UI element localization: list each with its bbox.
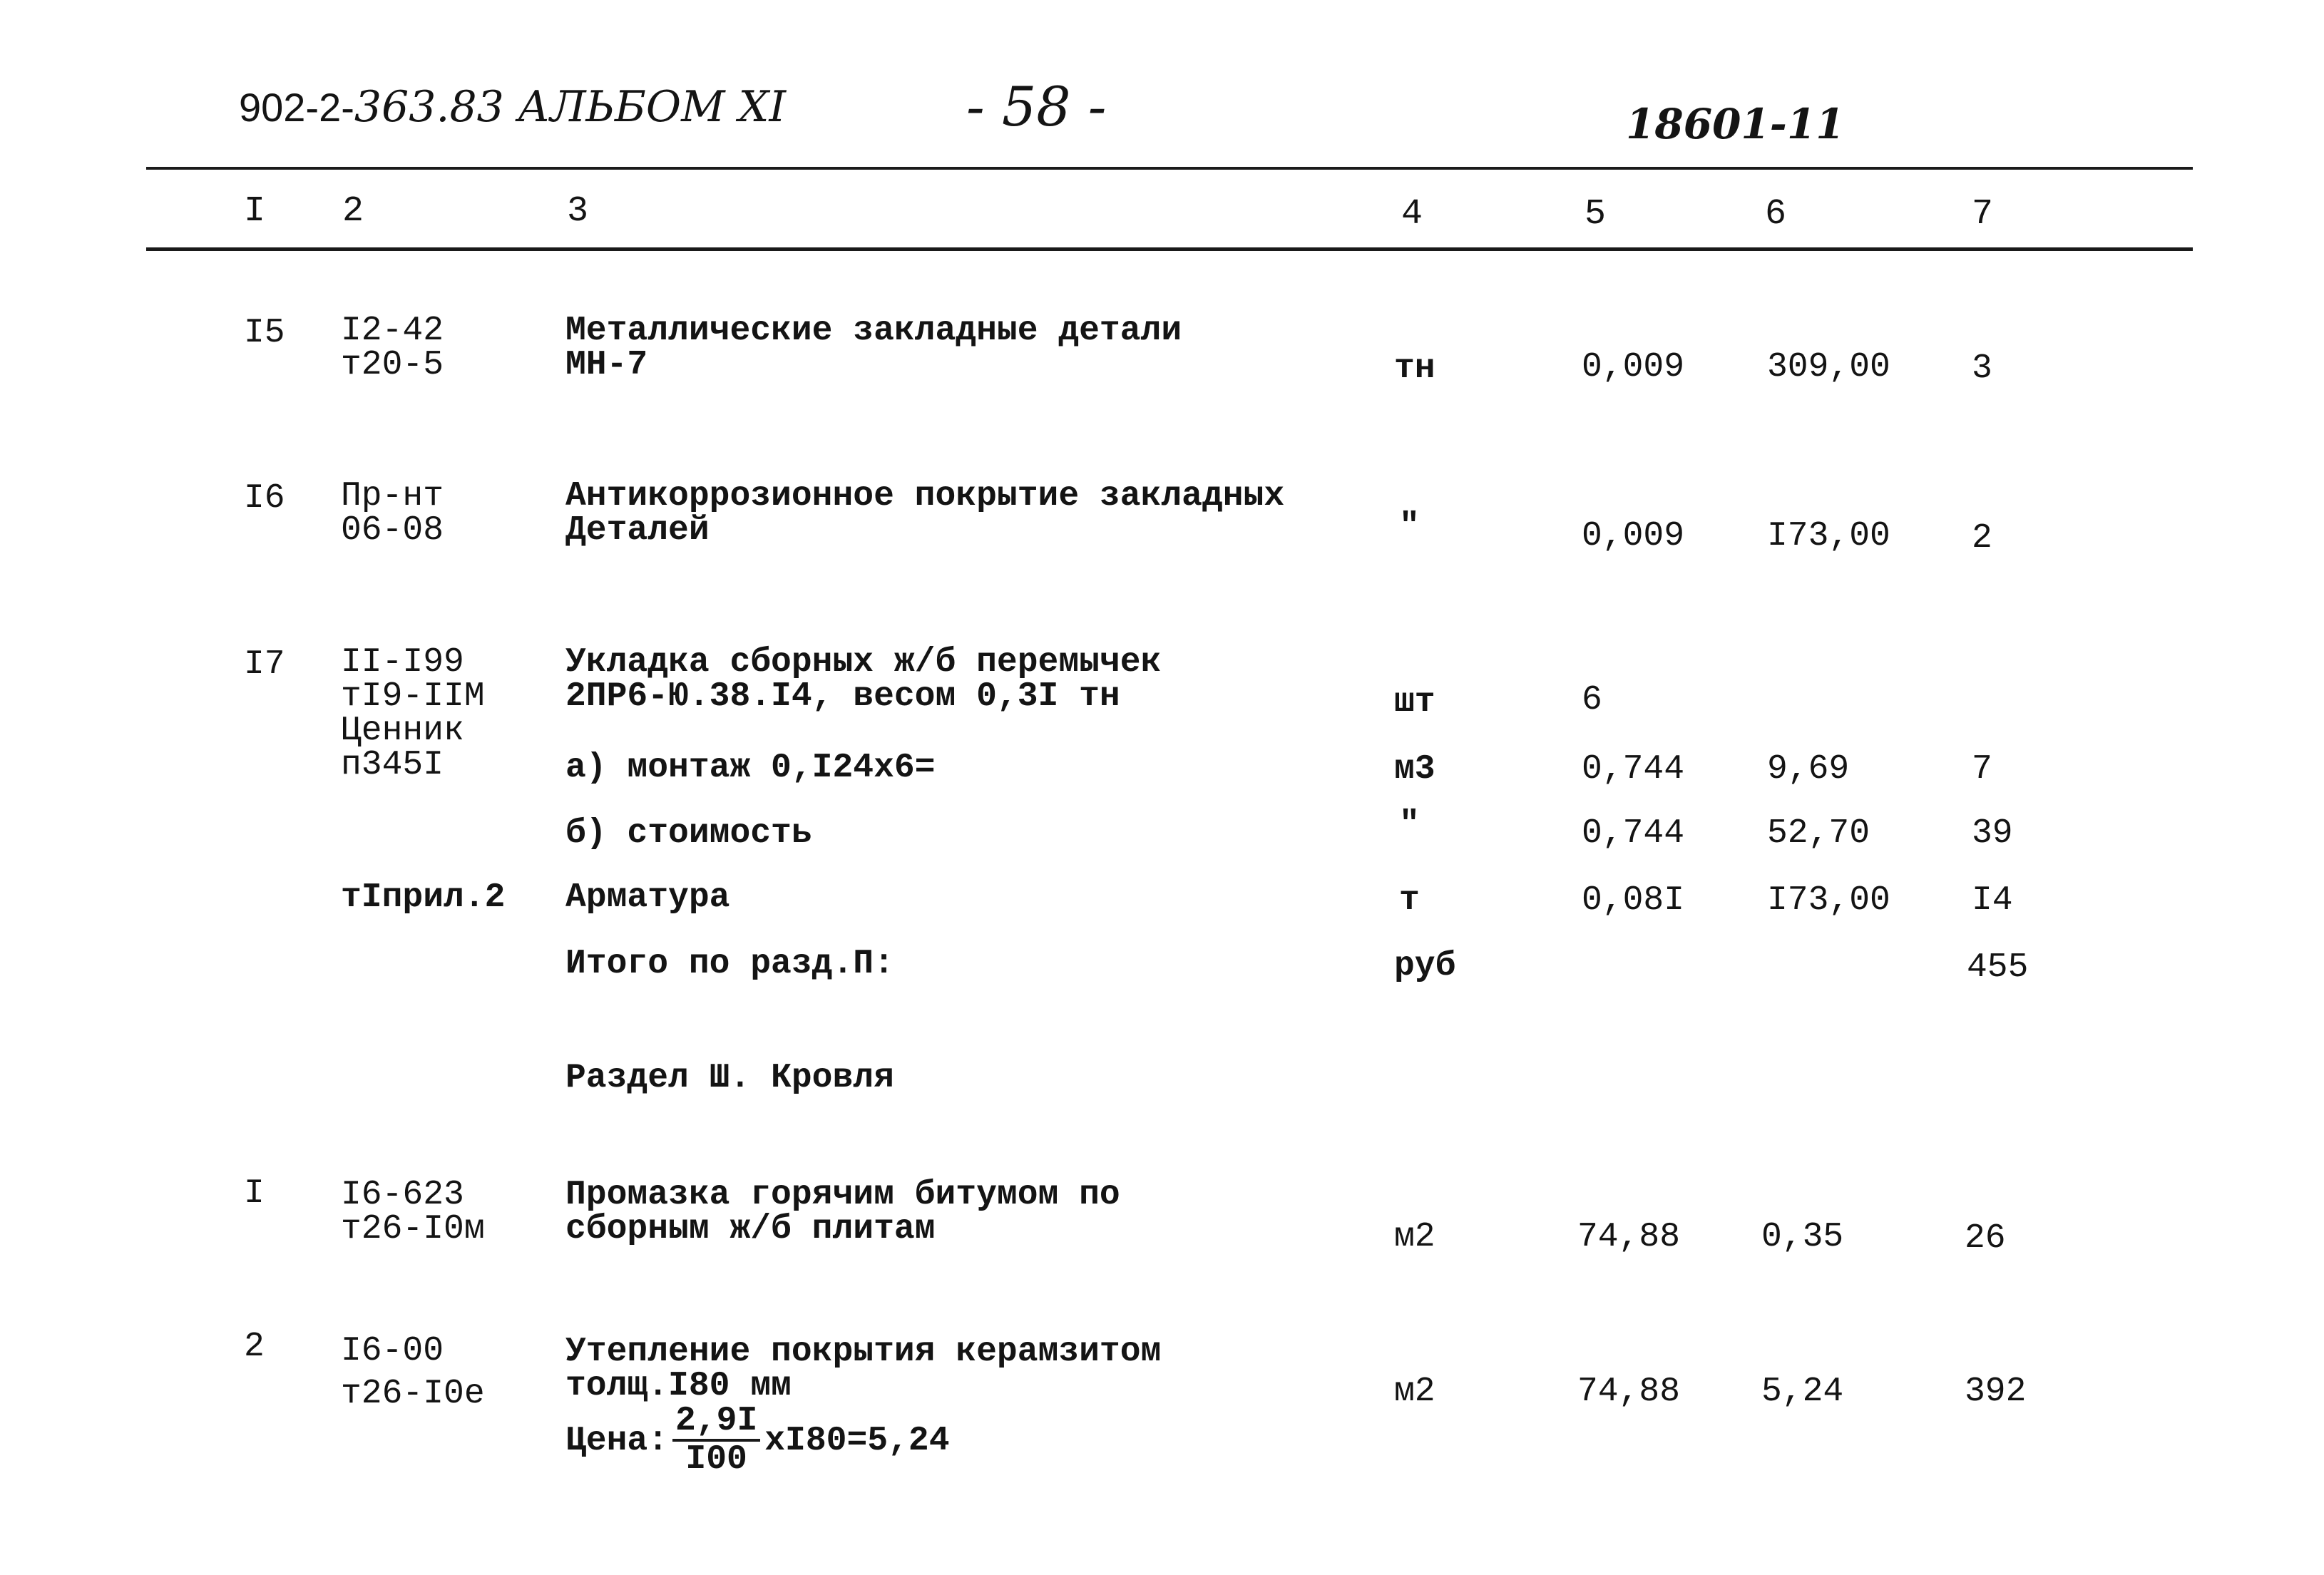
row-17c-total: I4: [1972, 881, 2013, 920]
section-row-1-code-line1: I6-623: [341, 1176, 464, 1214]
row-17a-description: а) монтаж 0,I24х6=: [565, 749, 936, 787]
row-17a-price: 9,69: [1767, 750, 1850, 789]
row-16-description: [565, 479, 1284, 548]
row-17c-description: Арматура: [565, 878, 730, 917]
row-15-quantity: 0,009: [1582, 348, 1685, 386]
row-16-price: I73,00: [1767, 517, 1890, 555]
section-row-2-total: 392: [1965, 1373, 2027, 1411]
subtotal-label: Итого по разд.П:: [565, 945, 894, 983]
row-16-quantity: 0,009: [1582, 517, 1685, 555]
section-row-1-description-line2: сборным ж/б плитам: [565, 1210, 936, 1248]
row-16-code: [341, 479, 444, 548]
row-17-number: I7: [244, 645, 285, 684]
page-number: - 58 -: [966, 75, 1107, 138]
section-row-1-price: 0,35: [1761, 1218, 1844, 1256]
row-16-code-line2: 06-08: [341, 511, 444, 550]
row-15-price: 309,00: [1767, 348, 1890, 386]
price-fraction-denominator: I00: [685, 1440, 747, 1479]
row-17b-quantity: 0,744: [1582, 814, 1685, 853]
header-rule: [146, 247, 2193, 251]
section-row-1-description: [565, 1178, 1120, 1246]
section-row-2-price: 5,24: [1761, 1373, 1844, 1411]
section-row-2-price-formula: [565, 1403, 1161, 1478]
column-header-2: 2: [342, 191, 364, 232]
row-17-code-line2: тI9-IIМ: [341, 677, 485, 716]
section-row-2-description: [565, 1335, 1161, 1478]
row-17b-unit-ditto: ": [1399, 806, 1420, 844]
row-17c-code: тIприл.2: [341, 878, 506, 917]
row-15-description: [565, 314, 1182, 382]
row-15-description-line1: Металлические закладные детали: [565, 312, 1182, 350]
subtotal-total: 455: [1967, 948, 2029, 987]
section-row-1-total: 26: [1965, 1219, 2006, 1258]
row-17c-unit: т: [1399, 881, 1420, 920]
subtotal-unit: руб: [1394, 947, 1456, 985]
row-16-total: 2: [1972, 519, 1992, 558]
row-16-description-line1: Антикоррозионное покрытие закладных: [565, 477, 1285, 515]
section-row-1-unit: м2: [1394, 1218, 1435, 1256]
row-15-unit: тн: [1394, 349, 1435, 388]
section-row-2-price-tail: хI80=5,24: [764, 1422, 950, 1461]
column-header-6: 6: [1765, 194, 1787, 235]
section-row-2-description-line2: толщ.I80 мм: [565, 1367, 792, 1405]
row-17b-total: 39: [1972, 814, 2013, 853]
section-row-2-number: 2: [244, 1328, 265, 1366]
row-17-quantity: 6: [1582, 681, 1602, 719]
column-header-4: 4: [1401, 194, 1423, 235]
document-code: [239, 82, 786, 132]
price-fraction: [672, 1403, 760, 1478]
column-header-1: I: [244, 191, 266, 232]
document-code-handwritten: 363.83 АЛЬБОМ XI: [354, 82, 787, 132]
section-row-1-quantity: 74,88: [1577, 1218, 1681, 1256]
row-15-number: I5: [244, 314, 285, 352]
row-15-code-line1: I2-42: [341, 312, 444, 350]
row-17a-unit: м3: [1394, 750, 1435, 789]
row-17-description: [565, 645, 1161, 714]
row-17-description-line2: 2ПР6-Ю.38.I4, весом 0,3I тн: [565, 677, 1120, 716]
row-16-unit-ditto: ": [1399, 508, 1420, 546]
column-header-7: 7: [1972, 194, 1994, 235]
top-rule: [146, 167, 2193, 170]
section-row-2-code: [341, 1330, 485, 1415]
section-row-2-code-line1: I6-00: [341, 1332, 444, 1370]
row-15-code-line2: т20-5: [341, 346, 444, 384]
row-16-number: I6: [244, 479, 285, 518]
row-15-total: 3: [1972, 349, 1992, 388]
row-16-code-line1: Пр-нт: [341, 477, 444, 515]
row-15-description-line2: МН-7: [565, 346, 648, 384]
price-fraction-numerator: 2,9I: [672, 1403, 760, 1442]
section-row-1-description-line1: Промазка горячим битумом по: [565, 1176, 1120, 1214]
row-17c-quantity: 0,08I: [1582, 881, 1685, 920]
row-17c-price: I73,00: [1767, 881, 1890, 920]
row-17b-description: б) стоимость: [565, 814, 812, 853]
section-row-1-code: [341, 1178, 485, 1246]
column-header-3: 3: [567, 191, 589, 232]
row-17-code-line1: II-I99: [341, 643, 464, 682]
section-row-2-quantity: 74,88: [1577, 1373, 1681, 1411]
section-row-1-code-line2: т26-I0м: [341, 1210, 485, 1248]
row-17a-total: 7: [1972, 750, 1992, 789]
row-17a-quantity: 0,744: [1582, 750, 1685, 789]
row-15-code: [341, 314, 444, 382]
row-17-code: [341, 645, 485, 782]
section-row-2-price-label: Цена:: [565, 1422, 669, 1461]
column-header-5: 5: [1585, 194, 1607, 235]
row-16-description-line2: Деталей: [565, 511, 710, 550]
row-17-code-line4: п345I: [341, 746, 444, 784]
document-code-printed: 902-2-: [239, 85, 354, 130]
row-17-unit: шт: [1394, 683, 1435, 722]
inventory-number: 18601-11: [1626, 100, 1845, 148]
row-17b-price: 52,70: [1767, 814, 1870, 853]
section-row-2-description-line1: Утепление покрытия керамзитом: [565, 1333, 1162, 1371]
section-row-2-code-line2: т26-I0е: [341, 1375, 485, 1413]
section-row-1-number: I: [244, 1174, 265, 1213]
row-17-description-line1: Укладка сборных ж/б перемычек: [565, 643, 1162, 682]
section-heading: Раздел Ш. Кровля: [565, 1059, 894, 1097]
section-row-2-unit: м2: [1394, 1373, 1435, 1411]
row-17-code-line3: Ценник: [341, 712, 464, 750]
